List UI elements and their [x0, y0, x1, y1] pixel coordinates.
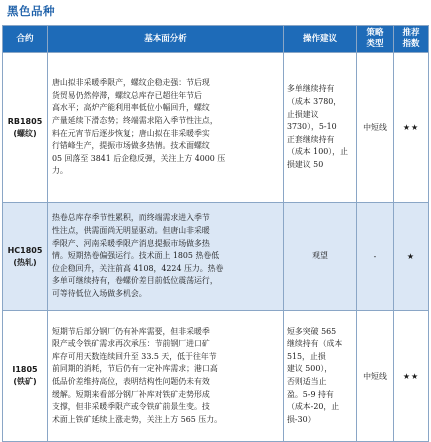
- text-line: 正套继续持有: [287, 134, 335, 144]
- text-line: 前同期的消耗，节后仍有一定补库需求；港口高: [52, 364, 218, 374]
- futures-table: [2, 25, 429, 442]
- text-line: 05 回落至 3841 后企稳反弹，关注上方 4000 压: [52, 153, 226, 163]
- contract-code: HC1805: [7, 245, 43, 255]
- text-line: （成本-20，止: [287, 402, 340, 412]
- contract-name: (热轧): [13, 257, 37, 267]
- text-line: 损-30）: [287, 414, 316, 424]
- advice-cell: [284, 203, 357, 311]
- text-line: 缓解。短期来看部分钢厂补库对铁矿走势形成: [52, 389, 210, 399]
- contract-cell: [3, 203, 48, 311]
- advice-cell: [284, 53, 357, 203]
- text-line: 否则适当止: [287, 377, 327, 386]
- header-strategy: [357, 26, 394, 53]
- header-label: 策略: [366, 28, 384, 38]
- text-line: （成本 3780，: [287, 97, 342, 107]
- text-line: 3730），5-10: [287, 122, 337, 132]
- text-line: 位企稳回升，关注前高 4108，4224 压力。热卷: [52, 263, 224, 273]
- text-line: 继续持有（成本: [287, 339, 343, 349]
- analysis-cell: [48, 53, 284, 203]
- advice-cell: [284, 311, 357, 442]
- header-label: 指数: [402, 39, 420, 49]
- table-row: [3, 311, 429, 442]
- strategy-cell: 中短线: [357, 311, 394, 442]
- contract-cell: [3, 311, 48, 442]
- text-line: 支撑，但非采暖季限产或令铁矿前景生变。技: [52, 402, 210, 412]
- text-line: 短期节后部分钢厂仍有补库需要，但非采暖季: [52, 326, 210, 336]
- text-line: 热卷总库存季节性累积，而终端需求进入季节: [52, 213, 210, 223]
- text-line: 观望: [312, 251, 328, 261]
- header-label: 操作建议: [302, 33, 337, 44]
- text-line: 力。: [52, 166, 68, 176]
- text-line: 限产或令铁矿需求再次承压：节前钢厂进口矿: [52, 339, 210, 349]
- contract-name: (螺纹): [13, 128, 37, 138]
- text-line: 多单继续持有: [287, 84, 335, 94]
- text-line: 盈。5-9 持有: [287, 389, 334, 399]
- table-row: [3, 203, 429, 311]
- text-line: 情。短期热卷偏强运行。技术面上 1805 热卷低: [52, 251, 220, 261]
- text-line: 可等待低位入场做多机会。: [52, 288, 147, 298]
- table-header-row: [3, 26, 429, 53]
- header-label: 合约: [16, 33, 34, 44]
- text-line: 止损建议: [287, 109, 319, 119]
- header-contract: [3, 26, 48, 53]
- text-line: 行错峰生产，提振市场做多热情。技术面螺纹: [52, 141, 210, 151]
- analysis-cell: [48, 203, 284, 311]
- strategy-cell: 中短线: [357, 53, 394, 203]
- header-label: 基本面分析: [144, 33, 187, 44]
- text-line: 货贸易仍然停滞，螺纹总库存已超往年节后: [52, 90, 202, 100]
- analysis-cell: [48, 311, 284, 442]
- text-line: 季限产、河南采暖季限产消息提振市场做多热: [52, 238, 210, 248]
- text-line: 高水平；高炉产能利用率低位小幅回升，螺纹: [52, 103, 210, 113]
- contract-name: (铁矿): [13, 377, 37, 386]
- strategy-cell: -: [357, 203, 394, 311]
- rating-stars: ★★: [394, 53, 429, 203]
- rating-stars: ★: [394, 203, 429, 311]
- contract-code: I1805: [12, 365, 38, 374]
- text-line: 库存可用天数连续回升至 33.5 天，低于往年节: [52, 351, 217, 361]
- header-label: 推荐: [402, 28, 420, 38]
- text-line: 建议 500），: [287, 364, 333, 374]
- header-analysis: [48, 26, 284, 53]
- section-title: 黑色品种: [7, 4, 55, 18]
- contract-cell: [3, 53, 48, 203]
- text-line: 短多突破 565: [287, 326, 337, 336]
- header-rating: [394, 26, 429, 53]
- text-line: 损建议 50: [287, 159, 324, 169]
- text-line: 术面上铁矿延续上涨走势，关注上方 565 压力。: [52, 414, 223, 424]
- text-line: 料在元宵节后逐步恢复；唐山拟在非采暖季实: [52, 128, 210, 138]
- text-line: 性注点，供需面尚无明显驱动。但唐山非采暖: [52, 226, 210, 236]
- rating-stars: ★★: [394, 311, 429, 442]
- text-line: 多单可继续持有，卷螺价差目前低位震荡运行，: [52, 276, 218, 286]
- header-label: 类型: [366, 39, 384, 49]
- contract-code: RB1805: [7, 116, 43, 126]
- header-advice: [284, 26, 357, 53]
- text-line: 低品价差维持高位，表明结构性问题仍未有效: [52, 377, 210, 386]
- text-line: 515，止损: [287, 351, 326, 361]
- table-row: [3, 53, 429, 203]
- text-line: 唐山拟非采暖季限产，螺纹企稳走强：节后现: [52, 78, 210, 88]
- text-line: 产量延续下滑态势；终端需求陷入季节性注点，: [52, 115, 218, 125]
- text-line: （成本 100），止: [287, 147, 348, 157]
